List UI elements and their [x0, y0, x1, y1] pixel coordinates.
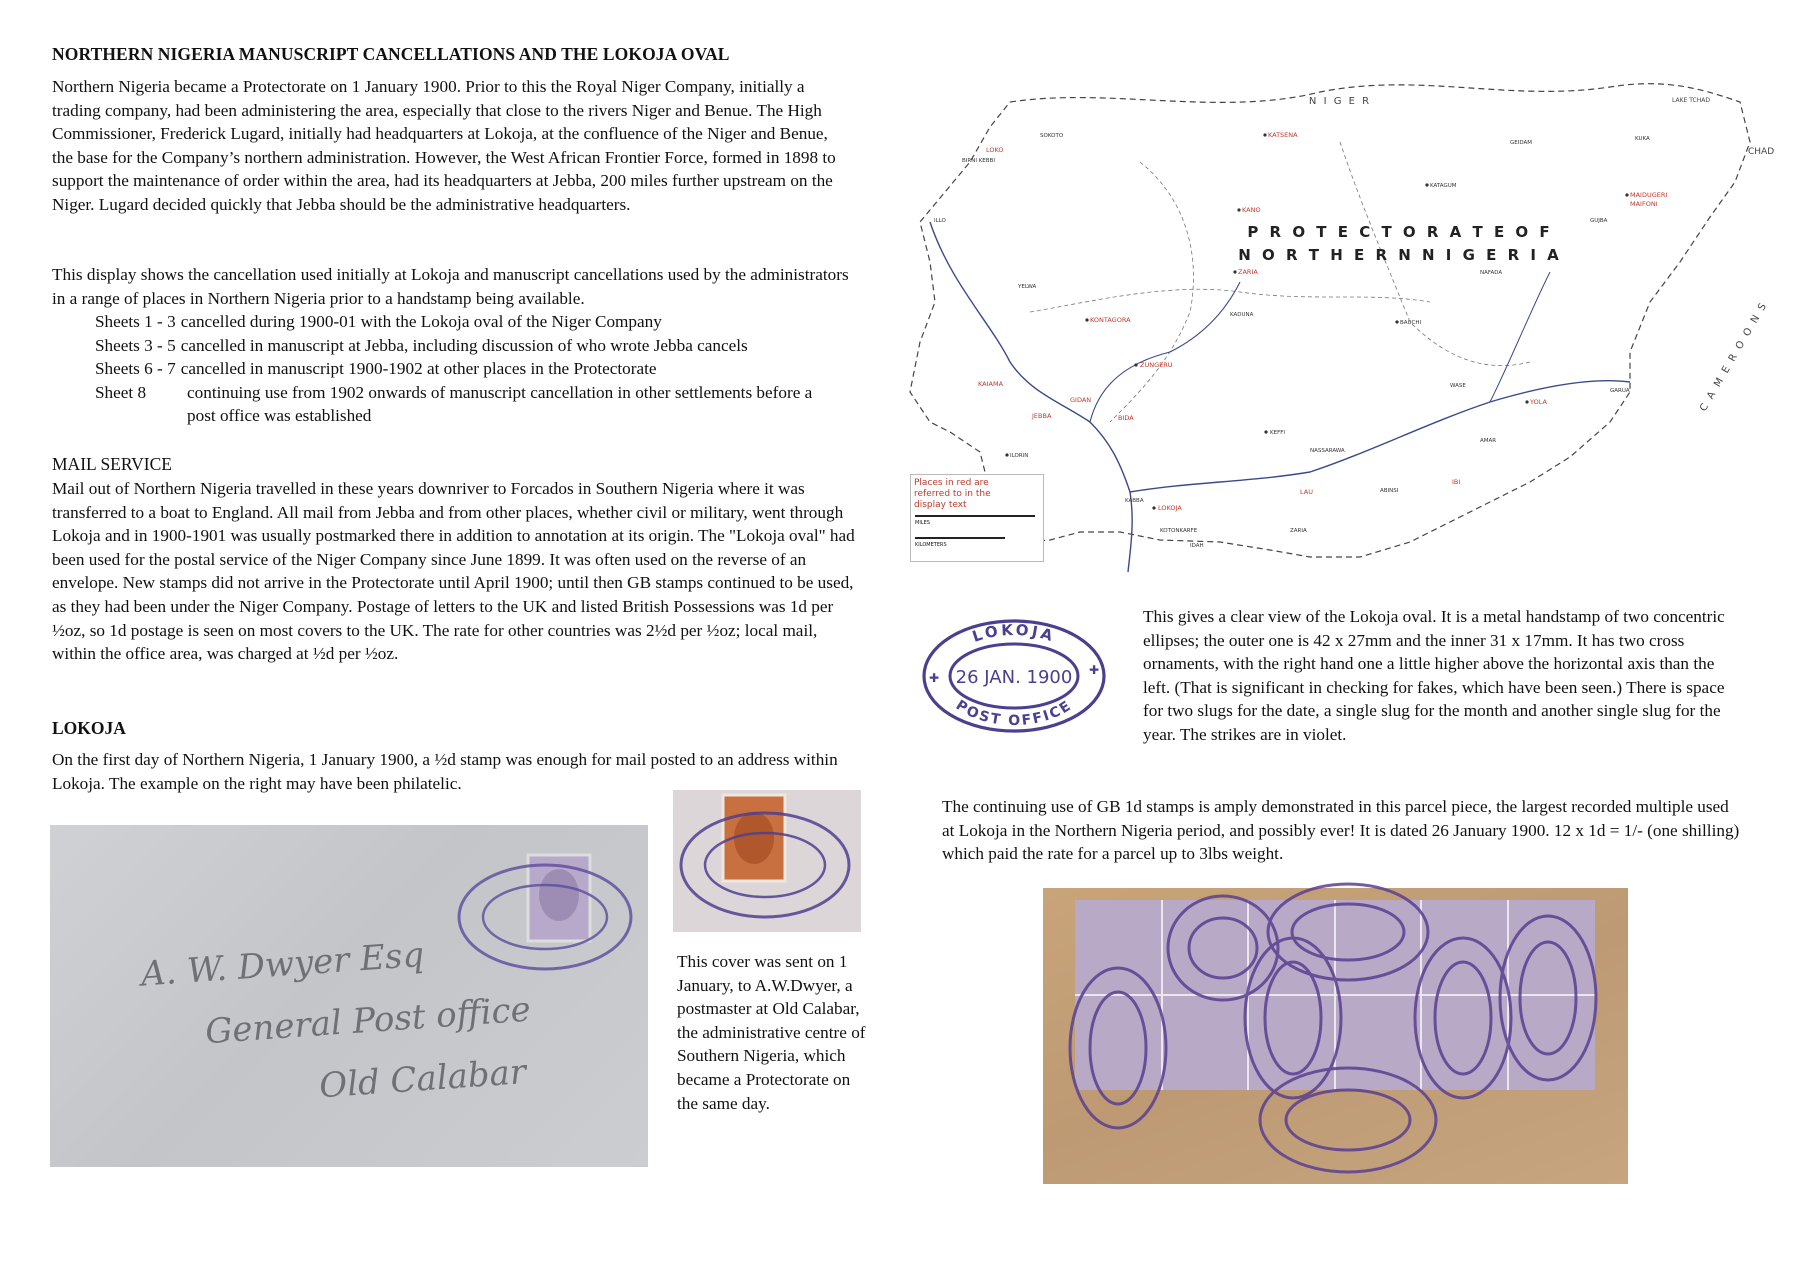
mail-service-heading: MAIL SERVICE: [52, 454, 172, 474]
halfpenny-artwork: [673, 790, 861, 932]
sheet-label: Sheets 6 - 7: [95, 359, 176, 379]
place: WASE: [1450, 383, 1466, 389]
map-title-line1: P R O T E C T O R A T E O F: [1247, 223, 1553, 241]
queen-head-icon: [539, 869, 579, 921]
sheet-text: cancelled in manuscript 1900-1902 at other places in the Protectorate: [180, 359, 657, 379]
place-red: KONTAGORA: [1090, 316, 1131, 324]
display-intro-paragraph: This display shows the cancellation used initially at Lokoja and manuscript cancellations used by the administrators in a range of places in Northern Nigeria prior to a handstamp being available.: [52, 265, 849, 308]
place-red: LOKOJA: [1158, 504, 1182, 512]
place: BAUCHI: [1400, 320, 1422, 326]
place: AMAR: [1480, 438, 1497, 444]
place: GEIDAM: [1510, 140, 1533, 146]
miles-scale-bar: [915, 515, 1035, 517]
oval-top-text: LOKOJA: [970, 620, 1058, 646]
place-red: GIDAN: [1070, 396, 1092, 404]
river-benue: [1130, 381, 1630, 492]
cross-ornament-icon: ✚: [1089, 663, 1100, 677]
map-label-chad: CHAD: [1748, 147, 1775, 157]
protectorate-map: [890, 62, 1775, 574]
place: NAFADA: [1480, 270, 1503, 276]
place: ILLO: [934, 218, 946, 224]
place: KUKA: [1635, 136, 1650, 142]
place-red: BIDA: [1118, 414, 1134, 422]
sheet-list-item: [95, 357, 835, 381]
place-red: YOLA: [1530, 398, 1547, 406]
place-red: KANO: [1242, 206, 1261, 214]
parcel-piece-image: [1043, 888, 1628, 1184]
place: KATAGUM: [1430, 183, 1457, 189]
place: KADUNA: [1230, 312, 1254, 318]
place: SOKOTO: [1040, 133, 1064, 139]
map-label-cameroons: C A M E R O O N S: [1698, 299, 1770, 414]
place-red: IBI: [1452, 478, 1461, 486]
place-red: LAU: [1300, 488, 1313, 496]
map-title-line2: N O R T H E R N N I G E R I A: [1238, 246, 1562, 264]
map-legend: [910, 474, 1044, 562]
place: KEFFI: [1270, 430, 1286, 436]
km-scale-bar: [915, 537, 1005, 539]
river-gongola: [1490, 272, 1550, 402]
lokoja-paragraph: On the first day of Northern Nigeria, 1 January 1900, a ½d stamp was enough for mail posted to an address within Lokoja. The example on the right may have been philatelic.: [52, 750, 838, 793]
place: NASSARAWA: [1310, 448, 1345, 454]
place-red: JEBBA: [1032, 412, 1052, 420]
oval-svg: [921, 618, 1107, 734]
place: BIRNI KEBBI: [962, 158, 995, 164]
place-red: LOKO: [986, 146, 1004, 154]
place-red: ZUNGERU: [1140, 361, 1173, 369]
address-line: A. W. Dwyer Esq: [139, 934, 426, 995]
place-red: KAIAMA: [978, 380, 1004, 388]
map-label-lake-chad: LAKE TCHAD: [1672, 97, 1710, 104]
queen-head-icon: [734, 812, 774, 864]
red-places: [978, 131, 1667, 512]
sheet-label: Sheets 3 - 5: [95, 335, 176, 355]
sheet-text: continuing use from 1902 onwards of manuscript cancellation in other settlements before a post office was established: [187, 382, 813, 426]
oval-date: 26 JAN. 1900: [955, 667, 1073, 688]
parcel-description: The continuing use of GB 1d stamps is amply demonstrated in this parcel piece, the largest recorded multiple used at Lokoja in the Northern Nigeria period, and possibly ever! It is dated 26 January 1900. 12 x 1d = 1/- (one shilling) which paid the rate for a parcel up to 3lbs weight.: [942, 797, 1740, 864]
address-line: Old Calabar: [317, 1052, 528, 1107]
sheet-list-item: [95, 334, 835, 358]
place-red: MAIFONI: [1630, 200, 1658, 208]
map-label-niger: N I G E R: [1308, 96, 1372, 107]
oval-description: This gives a clear view of the Lokoja oval. It is a metal handstamp of two concentric ellipses; the outer one is 42 x 27mm and the inner 31 x 17mm. It has two cross ornaments, with the right hand one a little higher above the horizontal axis than the left. (That is significant in checking for fakes, which have been seen.) There is space for two slugs for the date, a single slug for the month and another single slug for the year. The strikes are in violet.: [1143, 607, 1725, 744]
halfpenny-stamp-image: [673, 790, 861, 932]
mail-service-paragraph: Mail out of Northern Nigeria travelled in these years downriver to Forcados in Southern Nigeria where it was transferred to a boat to England. All mail from Jebba and from other places, whether civil or military, went through Lokoja and in 1900-1901 was usually postmarked there in addition to annotation at its origin. The "Lokoja oval" had been used for the postal service of the Niger Company since June 1899. It was often used on the reverse of an envelope. New stamps did not arrive in the Protectorate until April 1900; until then GB stamps continued to be used, as they had been under the Niger Company. Postage of letters to the UK and listed British Possessions was 1d per ½oz, so 1d postage is seen on most covers to the UK. The rate for other countries was 2½d per ½oz; local mail, within the office area, was charged at ½d per ½oz.: [52, 479, 855, 664]
place: ZARIA: [1290, 528, 1307, 534]
sheet-label: Sheet 8: [95, 382, 147, 402]
river-kaduna: [1090, 282, 1240, 422]
intro-paragraph: Northern Nigeria became a Protectorate on 1 January 1900. Prior to this the Royal Niger Company, initially a trading company, had been administering the area, especially that close to the rivers Niger and Benue. The High Commissioner, Frederick Lugard, initially had headquarters at Lokoja, at the confluence of the Niger and Benue, the base for the Company’s northern administration. However, the West African Frontier Force, formed in 1898 to support the maintenance of order within the area, had its headquarters at Jebba, 200 miles further upstream on the Niger. Lugard decided quickly that Jebba should be the administrative headquarters.: [52, 77, 836, 214]
legend-miles: MILES: [915, 520, 930, 526]
sheet-text: cancelled during 1900-01 with the Lokoja oval of the Niger Company: [180, 312, 662, 331]
sheet-label: Sheets 1 - 3: [95, 312, 176, 331]
envelope-cover-image: [50, 825, 648, 1167]
sheet-text: cancelled in manuscript at Jebba, including discussion of who wrote Jebba cancels: [180, 335, 748, 355]
province-boundary: [1030, 289, 1430, 312]
place: KOTONKARFE: [1160, 528, 1198, 534]
legend-note: Places in red are referred to in the display text: [914, 478, 991, 510]
cross-ornament-icon: ✚: [929, 671, 940, 685]
place: ABINSI: [1380, 488, 1399, 494]
place: ILORIN: [1010, 453, 1029, 459]
sheet-list: [95, 310, 835, 428]
lokoja-oval-diagram: [921, 618, 1107, 734]
place: YELWA: [1018, 284, 1037, 290]
handwritten-address: [139, 917, 537, 1129]
place-red: MAIDUGERI: [1630, 191, 1668, 199]
place-red: KATSENA: [1268, 131, 1298, 139]
place: IDAH: [1190, 543, 1204, 549]
place-red: ZARIA: [1238, 268, 1258, 276]
place: GARUA: [1610, 388, 1630, 394]
address-line: General Post office: [203, 989, 532, 1053]
oval-bottom-text: POST OFFICE: [952, 697, 1076, 730]
sheet-list-item: [95, 310, 835, 334]
cover-caption: This cover was sent on 1 January, to A.W.Dwyer, a postmaster at Old Calabar, the administrative centre of Southern Nigeria, which became a Protectorate on the same day.: [677, 952, 866, 1113]
parcel-artwork: [1043, 888, 1628, 1184]
legend-km: KILOMETERS: [915, 542, 947, 548]
sheet-list-item: [95, 381, 835, 428]
lokoja-heading: LOKOJA: [52, 718, 126, 738]
place: KABBA: [1125, 498, 1144, 504]
province-boundary: [1110, 162, 1193, 422]
place: GUJBA: [1590, 218, 1608, 224]
page-title: NORTHERN NIGERIA MANUSCRIPT CANCELLATIONS AND THE LOKOJA OVAL: [52, 44, 730, 64]
